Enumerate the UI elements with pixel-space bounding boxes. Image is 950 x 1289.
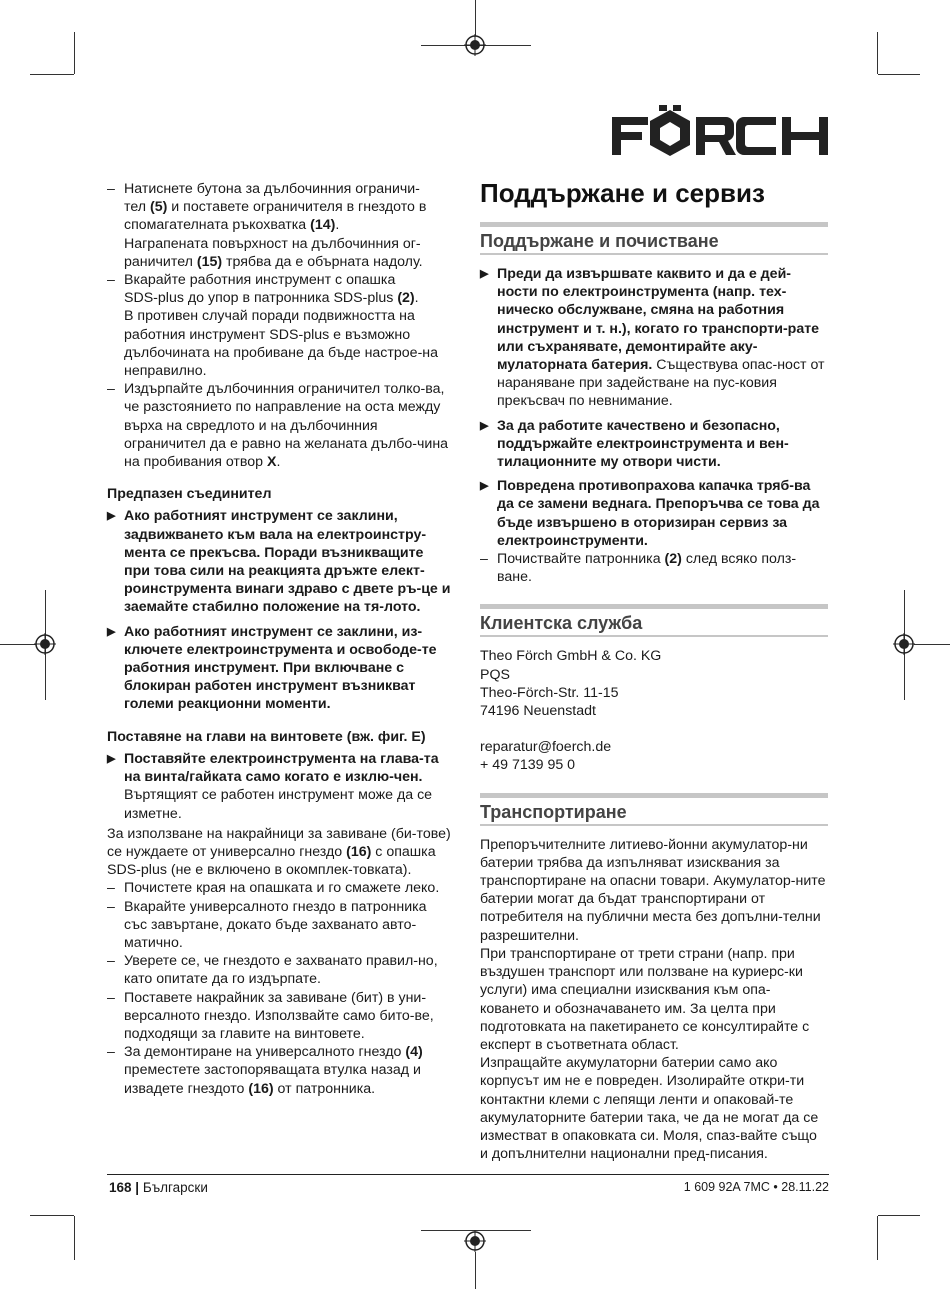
warning-text: Повредена противопрахова капачка тряб-ва да се замени веднага. Препоръчва се това да бъде извършено в оторизиран сервиз за електроинструменти. bbox=[497, 478, 820, 549]
ref-number: (14) bbox=[310, 217, 336, 234]
list-item: – Поставете накрайник за завиване (бит) в уни-версалното гнездо. Използвайте само бито-ве, подходящи за главите на винтовете. bbox=[107, 989, 434, 1042]
list-item: – Уверете се, че гнездото е захванато правил-но, като опитате да го издърпате. bbox=[107, 953, 438, 988]
address-line: PQS bbox=[480, 666, 510, 683]
list-text: раничител bbox=[124, 253, 197, 270]
warning-item: ▶ Поставяйте електроинструмента на глава-та на винта/гайката само когато е изклю-чен. Въртящият се работен инструмент може да се изметне. bbox=[107, 750, 439, 822]
warning-text: Поставяйте електроинструмента на глава-та на винта/гайката само когато е изклю-чен. bbox=[124, 750, 439, 786]
section-heading: Поставяне на глави на винтовете (вж. фиг. E) bbox=[107, 728, 426, 745]
address-line: Theo Förch GmbH & Co. KG bbox=[480, 648, 662, 665]
paragraph: Изпращайте акумулаторни батерии само ако корпусът им не е повреден. Изолирайте откри-ти контактни клеми с лепящи ленти и опаковай-те акумулаторните батерии така, че да не могат да се изместват в опаковката си. Моля, спаз-вайте също и допълнителни национални пред-писания. bbox=[480, 1055, 819, 1163]
section-heading: Транспортиране bbox=[480, 801, 627, 822]
crop-mark bbox=[878, 74, 920, 75]
warning-item: ▶ За да работите качествено и безопасно, поддържайте електроинструмента и вен-тилационните му отвори чисти. bbox=[480, 417, 789, 471]
list-item: – Вкарайте работния инструмент с опашка SDS-plus до упор в патронника SDS-plus (2). В противен случай поради подвижността на работния инструмент SDS-plus е възможно дълбочината на пробиване да бъде настрое-на неправилно. bbox=[107, 272, 439, 380]
crop-mark bbox=[878, 1215, 920, 1216]
page-number: 168 bbox=[109, 1180, 132, 1195]
list-text: . bbox=[414, 290, 419, 307]
crop-mark bbox=[74, 1216, 75, 1260]
warning-item: ▶ Ако работният инструмент се заклини, из-ключете електроинструмента и освободе-те работния инструмент. При включване с блокиран работен инструмент възникват големи реакционни моменти. bbox=[107, 623, 437, 713]
section-heading: Предпазен съединител bbox=[107, 486, 272, 503]
forch-logo bbox=[612, 105, 828, 157]
footer-separator: | bbox=[135, 1180, 140, 1195]
warning-text: За да работите качествено и безопасно, поддържайте електроинструмента и вен-тилационните му отвори чисти. bbox=[497, 417, 789, 471]
address-line: Theo-Förch-Str. 11-15 bbox=[480, 684, 619, 701]
list-text: SDS-plus до упор в патронника SDS-plus bbox=[124, 290, 398, 307]
logo-text: FÖRCH bbox=[612, 105, 616, 106]
list-item: – За демонтиране на универсалното гнездо (4) преместете застопоряващата втулка назад и извадете гнездото (16) от патронника. bbox=[107, 1044, 423, 1097]
list-text: Вкарайте работния инструмент с опашка bbox=[124, 272, 396, 289]
list-text: . bbox=[335, 217, 340, 234]
crop-mark bbox=[877, 1216, 878, 1260]
section-header bbox=[480, 793, 828, 826]
footer-left bbox=[109, 1180, 208, 1195]
list-text: тел bbox=[124, 199, 150, 216]
warning-text: Преди да извършвате каквито и да е дей-ности по електроинструмента (напр. тех-ническо обслужване, смяна на работния инструмент и т. н.), когато го транспорти-рате или съхранявате, демонтирайте аку-мулаторната батерия. bbox=[497, 266, 820, 374]
email-link[interactable]: reparatur@foerch.de bbox=[480, 739, 612, 756]
section-header bbox=[480, 604, 828, 637]
warning-note: Съществува опас-ност от нараняване при задействане на пус-ковия прекъсвач по невнимание. bbox=[497, 357, 825, 410]
footer-language: Български bbox=[142, 1180, 208, 1195]
paragraph: Препоръчителните литиево-йонни акумулатор-ни батерии трябва да изпълняват изисквания за транспортиране на опасни товари. Акумулатор-ните батерии могат да бъдат транспортирани от потребителя на публични места без допълни-телни разрешителни. bbox=[480, 836, 826, 944]
address-block bbox=[480, 647, 828, 720]
crop-mark bbox=[475, 0, 476, 36]
crop-mark bbox=[30, 74, 74, 75]
list-text: и поставете ограничителя в гнездото в bbox=[167, 199, 427, 216]
registration-mark-icon bbox=[893, 633, 915, 655]
list-item: – Издърпайте дълбочинния ограничител толко-ва, че разстоянието по направление на оста между върха на свредлото и на дълбочинния ограничител да е равно на желаната дълбо-чина на пробивания отвор X. bbox=[107, 381, 449, 471]
warning-text: Ако работният инструмент се заклини, задвижването към вала на електроинстру-мента се прекъсва. Поради възникващите при това сили на реакцията дръжте елект-роинструмента винаги здраво с двете ръ-це и заемайте стабилно положение на тя-лото. bbox=[124, 508, 451, 616]
doc-code: 1 609 92A 7MC • 28.11.22 bbox=[683, 1180, 829, 1194]
crop-mark bbox=[74, 32, 75, 74]
list-item: – Почистете края на опашката и го смажете леко. bbox=[107, 880, 440, 897]
right-column bbox=[480, 178, 828, 1163]
left-column bbox=[107, 180, 452, 1098]
address-line: 74196 Neuenstadt bbox=[480, 703, 596, 720]
list-text: Натиснете бутона за дълбочинния ограничи- bbox=[124, 181, 420, 197]
ref-number: (5) bbox=[149, 199, 168, 216]
section-heading: Клиентска служба bbox=[480, 613, 643, 634]
section-header bbox=[480, 222, 828, 255]
warning-item: ▶ Преди да извършвате каквито и да е дей-ности по електроинструмента (напр. тех-ническо обслужване, смяна на работния инструмент и т. н.), когато го транспорти-рате или съхранявате, демонтирайте аку-мулаторната батерия. Съществува опас-ност от нараняване при задействане на пус-ковия прекъсвач по невнимание. bbox=[480, 266, 825, 410]
crop-mark bbox=[877, 32, 878, 74]
list-text: спомагателната ръкохватка bbox=[124, 217, 311, 234]
warning-item: ▶ Повредена противопрахова капачка тряб-ва да се замени веднага. Препоръчва се това да бъде извършено в оторизиран сервиз за електроинструменти. bbox=[480, 478, 820, 549]
warning-item: ▶ Ако работният инструмент се заклини, задвижването към вала на електроинстру-мента се прекъсва. Поради възникващите при това сили на реакцията дръжте елект-роинструмента винаги здраво с двете ръ-це и заемайте стабилно положение на тя-лото. bbox=[107, 508, 451, 616]
page-title: Поддържане и сервиз bbox=[480, 178, 765, 208]
phone-number: + 49 7139 95 0 bbox=[480, 757, 576, 774]
ref-number: (2) bbox=[397, 290, 415, 307]
list-text: трябва да е обърната надолу. bbox=[222, 253, 423, 270]
ref-letter: X bbox=[267, 454, 277, 471]
crop-mark bbox=[0, 644, 36, 645]
list-text: . bbox=[276, 454, 281, 471]
crop-mark bbox=[914, 644, 950, 645]
ref-number: (15) bbox=[196, 253, 223, 270]
crop-mark bbox=[30, 1215, 74, 1216]
warning-text: Ако работният инструмент се заклини, из-ключете електроинструмента и освободе-те работния инструмент. При включване с блокиран работен инструмент възникват големи реакционни моменти. bbox=[124, 623, 437, 713]
footer-rule bbox=[107, 1174, 829, 1175]
warning-note: Въртящият се работен инструмент може да се изметне. bbox=[124, 787, 433, 822]
list-text: В противен случай поради подвижността на работния инструмент SDS-plus е възможно дълбочината на пробиване да бъде настрое-на неправилно. bbox=[124, 308, 439, 380]
list-item: – Почиствайте патронника (2) след всяко полз-ване. bbox=[480, 551, 797, 586]
paragraph: При транспортиране от трети страни (напр. при въздушен транспорт или ползване на куриерс-ки услуги) има специални изисквания към опа-коването и обозначаването им. За целта при подготовката на пакетирането се консултирайте с експерт в съответната област. bbox=[480, 945, 810, 1053]
registration-mark-icon bbox=[464, 34, 486, 56]
paragraph: За използване на накрайници за завиване (би-тове) се нуждаете от универсално гнездо (16) с опашка SDS-plus (не е включено в окомплек-товката). bbox=[107, 825, 451, 879]
section-heading: Поддържане и почистване bbox=[480, 231, 719, 251]
list-item: – Натиснете бутона за дълбочинния ограничи- тел (5) и поставете ограничителя в гнездото в спомагателната ръкохватка (14). Награпената повърхност на дълбочинния ог- раничител (15) трябва да е обърната надолу. bbox=[107, 181, 427, 270]
registration-mark-icon bbox=[34, 633, 56, 655]
list-item: – Вкарайте универсалното гнездо в патронника със завъртане, докато бъде захванато авто-матично. bbox=[107, 898, 427, 951]
list-text: Награпената повърхност на дълбочинния ог- bbox=[124, 235, 421, 252]
list-text: Издърпайте дълбочинния ограничител толко-ва, че разстоянието по направление на оста между върха на свредлото и на дълбочинния ограничител да е равно на желаната дълбо-чина на пробивания отвор bbox=[124, 381, 449, 471]
registration-mark-icon bbox=[464, 1230, 486, 1252]
crop-mark bbox=[475, 1252, 476, 1289]
